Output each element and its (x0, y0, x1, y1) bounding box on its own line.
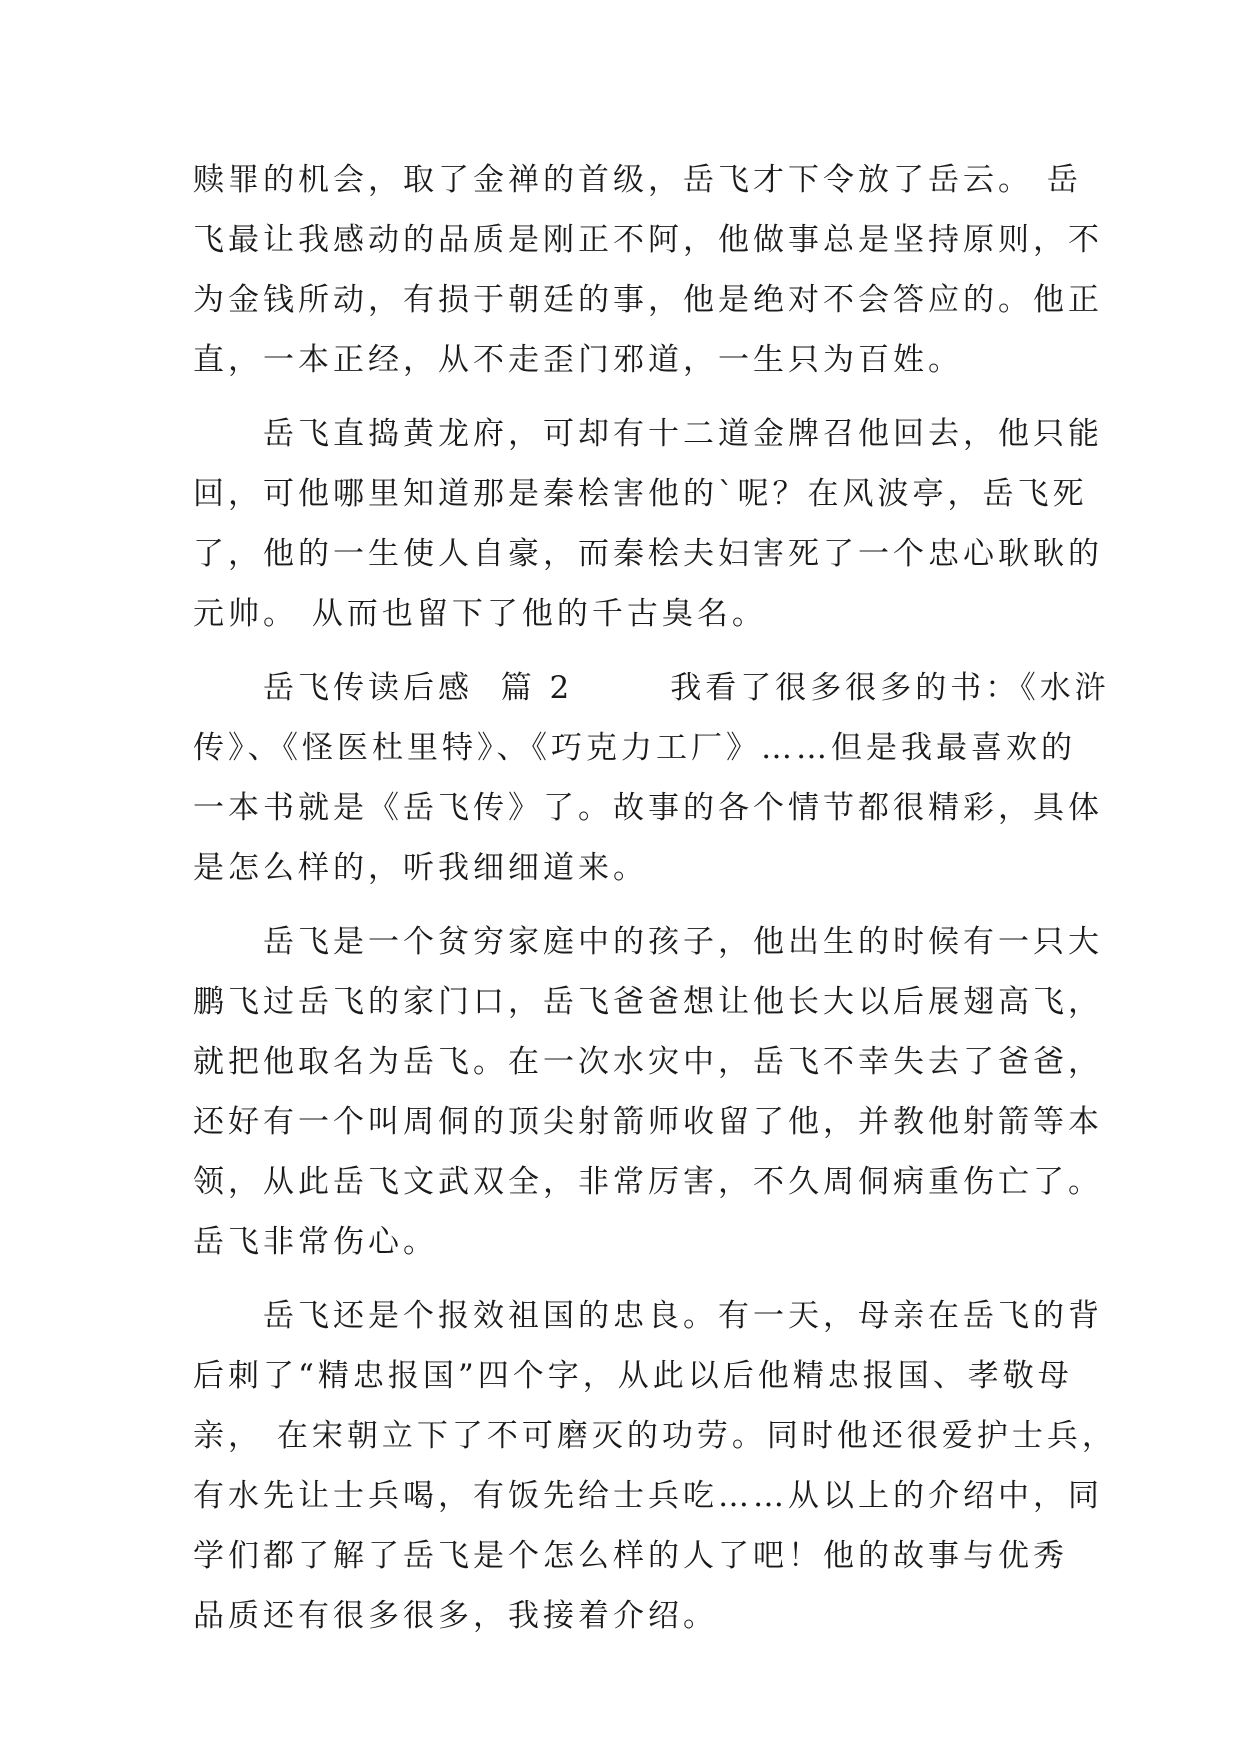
text-line: 传》、《怪医杜里特》、《巧克力工厂》……但是我最喜欢的 (193, 730, 1076, 766)
paragraph-1 (193, 150, 1103, 390)
text-line: 岳飞非常伤心。 (193, 1224, 438, 1260)
paragraph-4 (193, 912, 1103, 1272)
text-line: 岳飞直捣黄龙府，可却有十二道金牌召他回去，他只能 (263, 416, 1103, 452)
text-line: 是怎么样的，听我细细道来。 (193, 850, 648, 886)
text-line: 赎罪的机会，取了金禅的首级，岳飞才下令放了岳云。 岳 (193, 162, 1082, 198)
paragraph-5 (193, 1286, 1117, 1646)
paragraph-2 (193, 404, 1103, 644)
text-line: 学们都了解了岳飞是个怎么样的人了吧！他的故事与优秀 (193, 1538, 1068, 1574)
text-line: 鹏飞过岳飞的家门口，岳飞爸爸想让他长大以后展翅高飞， (193, 984, 1103, 1020)
text-line: 有水先让士兵喝，有饭先给士兵吃……从以上的介绍中，同 (193, 1478, 1103, 1514)
text-line: 品质还有很多很多，我接着介绍。 (193, 1598, 718, 1634)
text-line: 回，可他哪里知道那是秦桧害他的`呢？在风波亭，岳飞死 (193, 476, 1088, 512)
text-line: 元帅。 从而也留下了他的千古臭名。 (193, 596, 767, 632)
text-line: 一本书就是《岳飞传》了。故事的各个情节都很精彩，具体 (193, 790, 1103, 826)
text-line: 就把他取名为岳飞。在一次水灾中，岳飞不幸失去了爸爸， (193, 1044, 1103, 1080)
paragraph-3 (193, 658, 1110, 898)
text-line: 后刺了“精忠报国”四个字，从此以后他精忠报国、孝敬母 (193, 1358, 1073, 1394)
document-body (193, 150, 1117, 1646)
text-line: 还好有一个叫周侗的顶尖射箭师收留了他，并教他射箭等本 (193, 1104, 1103, 1140)
text-line: 岳飞是一个贫穷家庭中的孩子，他出生的时候有一只大 (263, 924, 1103, 960)
text-line: 岳飞还是个报效祖国的忠良。有一天，母亲在岳飞的背 (263, 1298, 1103, 1334)
text-line: 领，从此岳飞文武双全，非常厉害，不久周侗病重伤亡了。 (193, 1164, 1103, 1200)
text-line: 飞最让我感动的品质是刚正不阿，他做事总是坚持原则，不 (193, 222, 1103, 258)
text-line: 为金钱所动，有损于朝廷的事，他是绝对不会答应的。他正 (193, 282, 1103, 318)
text-line: 直，一本正经，从不走歪门邪道，一生只为百姓。 (193, 342, 963, 378)
text-line: 亲， 在宋朝立下了不可磨灭的功劳。同时他还很爱护士兵， (193, 1418, 1117, 1454)
text-line: 了，他的一生使人自豪，而秦桧夫妇害死了一个忠心耿耿的 (193, 536, 1103, 572)
section-heading-line: 岳飞传读后感 篇 2 我看了很多很多的书：《水浒 (263, 670, 1110, 706)
